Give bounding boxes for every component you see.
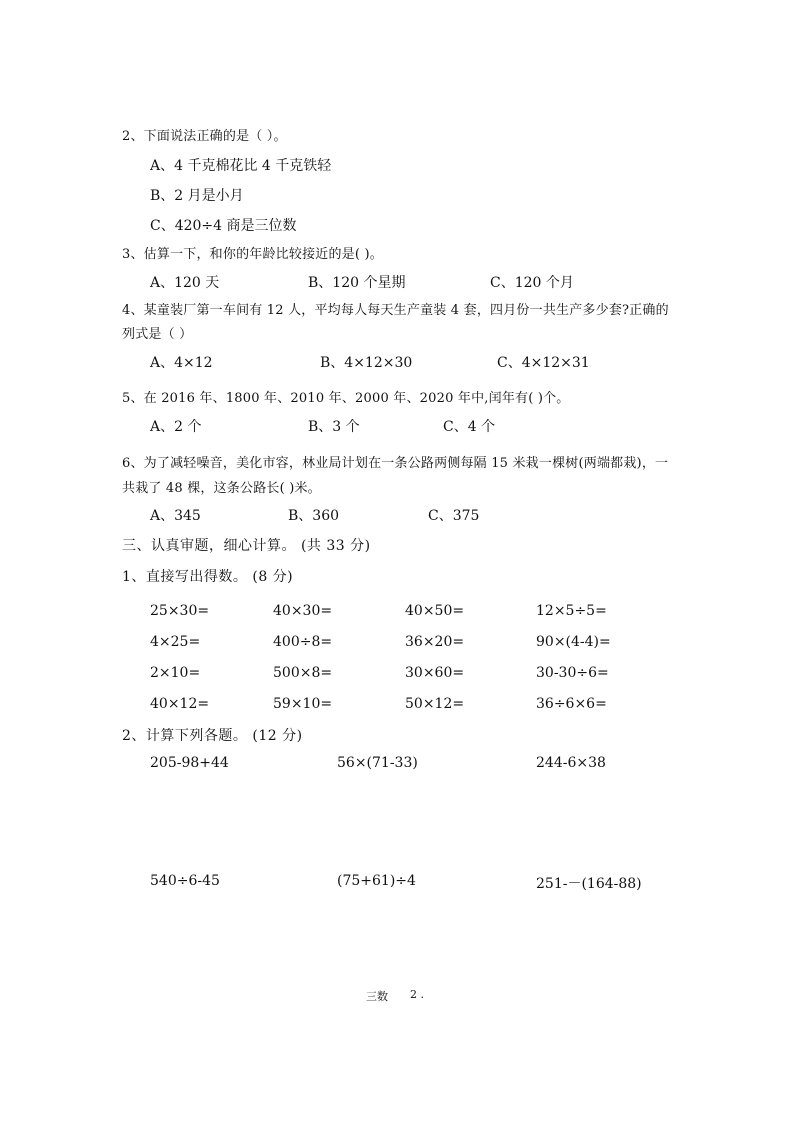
- calc-problem: 540÷6-45: [150, 873, 220, 889]
- question-5-option-a: A、2 个: [150, 419, 202, 435]
- oral-problem: 4×25=: [150, 634, 201, 650]
- oral-problem: 400÷8=: [273, 634, 333, 650]
- question-4-option-b: B、4×12×30: [320, 355, 413, 371]
- question-5-option-b: B、3 个: [308, 419, 360, 435]
- oral-problem: 2×10=: [150, 665, 201, 681]
- calc-problem: (75+61)÷4: [337, 873, 416, 889]
- question-3-option-c: C、120 个月: [490, 275, 574, 291]
- oral-problem: 50×12=: [405, 696, 465, 712]
- section-3-title: 三、认真审题，细心计算。 (共 33 分): [122, 538, 371, 554]
- question-2-option-b: B、2 月是小月: [150, 188, 244, 204]
- oral-problem: 12×5÷5=: [536, 603, 607, 619]
- section-3-part-2-title: 2、计算下列各题。 (12 分): [122, 728, 303, 744]
- oral-problem: 59×10=: [273, 696, 333, 712]
- question-6-stem-line1: 6、为了减轻噪音，美化市容，林业局计划在一条公路两侧每隔 15 米栽一棵树(两端都栽)，一: [122, 456, 669, 471]
- question-4-stem-line2: 列式是（ ）: [122, 327, 193, 342]
- question-4-option-c: C、4×12×31: [497, 355, 590, 371]
- question-6-option-a: A、345: [150, 508, 201, 524]
- question-3-option-a: A、120 天: [150, 275, 220, 291]
- footer-page-number: 2 .: [410, 988, 424, 1001]
- calc-problem: 56×(71-33): [337, 755, 418, 771]
- oral-problem: 40×12=: [150, 696, 210, 712]
- question-6-option-b: B、360: [288, 508, 340, 524]
- calc-problem: 251-－(164-88): [536, 876, 642, 892]
- question-5-stem: 5、在 2016 年、1800 年、2010 年、2000 年、2020 年中,闰年有( )个。: [122, 391, 570, 406]
- oral-problem: 40×30=: [273, 603, 333, 619]
- calc-problem: 205-98+44: [150, 755, 229, 771]
- question-6-stem-line2: 共栽了 48 棵，这条公路长( )米。: [122, 481, 321, 496]
- question-2-stem: 2、下面说法正确的是（ ）。: [122, 129, 287, 144]
- question-2-option-a: A、4 千克棉花比 4 千克铁轻: [150, 158, 332, 174]
- oral-problem: 90×(4-4)=: [536, 634, 611, 650]
- section-3-part-1-title: 1、直接写出得数。 (8 分): [122, 569, 294, 585]
- oral-problem: 40×50=: [405, 603, 465, 619]
- footer-subject: 三数: [366, 990, 388, 1003]
- oral-problem: 500×8=: [273, 665, 333, 681]
- question-5-option-c: C、4 个: [443, 419, 496, 435]
- oral-problem: 30×60=: [405, 665, 465, 681]
- question-6-option-c: C、375: [428, 508, 480, 524]
- question-4-option-a: A、4×12: [150, 355, 213, 371]
- question-2-option-c: C、420÷4 商是三位数: [150, 218, 297, 234]
- question-4-stem-line1: 4、某童装厂第一车间有 12 人，平均每人每天生产童装 4 套，四月份一共生产多少套?正确的: [122, 303, 669, 318]
- oral-problem: 36÷6×6=: [536, 696, 607, 712]
- question-3-stem: 3、估算一下，和你的年龄比较接近的是( )。: [122, 247, 383, 262]
- calc-problem: 244-6×38: [536, 755, 606, 771]
- oral-problem: 25×30=: [150, 603, 210, 619]
- oral-problem: 30-30÷6=: [536, 665, 609, 681]
- oral-problem: 36×20=: [405, 634, 465, 650]
- question-3-option-b: B、120 个星期: [308, 275, 406, 291]
